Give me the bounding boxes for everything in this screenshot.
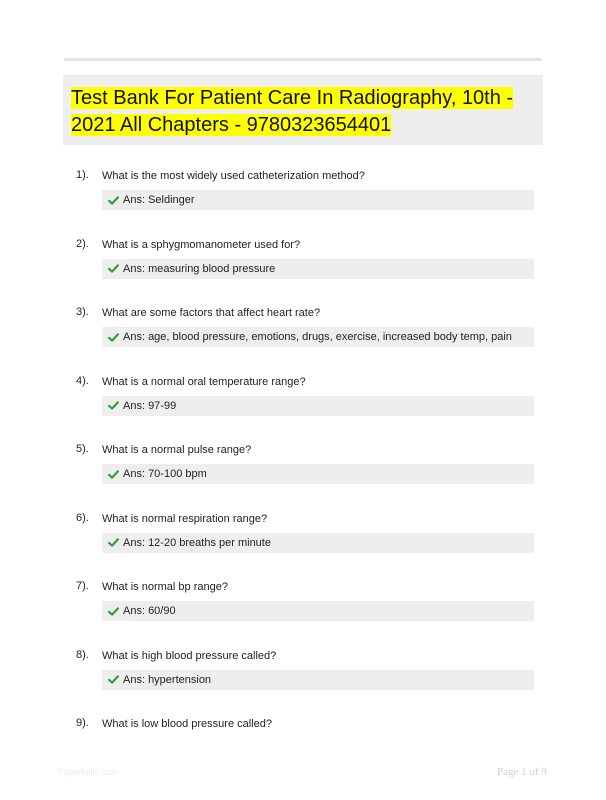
answer-text: Ans: age, blood pressure, emotions, drugs, exercise, increased body temp, pain bbox=[123, 331, 512, 343]
answer-text: Ans: hypertension bbox=[123, 673, 212, 686]
answer-box bbox=[102, 464, 534, 484]
question-number: 3). bbox=[76, 306, 89, 318]
check-icon bbox=[108, 674, 119, 685]
question-text: What is normal respiration range? bbox=[102, 512, 268, 525]
question-item bbox=[0, 168, 606, 236]
answer-box bbox=[102, 601, 534, 621]
question-number: 8). bbox=[76, 648, 89, 661]
question-number: 5). bbox=[76, 443, 89, 455]
check-icon bbox=[108, 537, 119, 548]
check-icon bbox=[108, 195, 119, 206]
check-icon bbox=[108, 400, 119, 411]
question-number: 4). bbox=[76, 374, 89, 387]
check-icon bbox=[108, 332, 119, 343]
answer-box bbox=[102, 259, 534, 279]
question-text: What is normal bp range? bbox=[102, 581, 228, 593]
answer-box bbox=[102, 670, 534, 690]
answer-text: Ans: measuring blood pressure bbox=[123, 262, 276, 275]
question-item bbox=[0, 374, 606, 442]
question-number: 6). bbox=[76, 511, 89, 524]
question-text: What is a normal oral temperature range? bbox=[102, 375, 306, 388]
question-number: 7). bbox=[76, 580, 89, 592]
check-icon bbox=[108, 606, 119, 617]
answer-text: Ans: Seldinger bbox=[123, 194, 195, 206]
question-number: 9). bbox=[76, 717, 89, 729]
question-item bbox=[0, 442, 606, 510]
question-number: 2). bbox=[76, 237, 89, 250]
answer-box bbox=[102, 190, 534, 210]
question-item bbox=[0, 648, 606, 716]
question-text: What is the most widely used catheterization method? bbox=[102, 170, 365, 182]
answer-box bbox=[102, 533, 534, 553]
question-item bbox=[0, 237, 606, 305]
answer-text: Ans: 70-100 bpm bbox=[123, 468, 207, 480]
question-text: What is a normal pulse range? bbox=[102, 444, 252, 456]
question-number: 1). bbox=[76, 169, 89, 181]
check-icon bbox=[108, 263, 119, 274]
answer-text: Ans: 97-99 bbox=[123, 399, 177, 412]
page-indicator: Page 1 of 9 bbox=[497, 766, 547, 778]
question-text: What is a sphygmomanometer used for? bbox=[102, 238, 301, 251]
question-item bbox=[0, 305, 606, 373]
check-icon bbox=[108, 469, 119, 480]
question-text: What are some factors that affect heart rate? bbox=[102, 307, 321, 319]
answer-box bbox=[102, 396, 534, 416]
question-item bbox=[0, 511, 606, 579]
question-text: What is low blood pressure called? bbox=[102, 718, 272, 730]
question-text: What is high blood pressure called? bbox=[102, 649, 277, 662]
answer-text: Ans: 60/90 bbox=[123, 605, 176, 617]
answer-box bbox=[102, 327, 534, 347]
question-item bbox=[0, 579, 606, 647]
footer-watermark: Paperfollic.com bbox=[57, 767, 119, 777]
answer-text: Ans: 12-20 breaths per minute bbox=[123, 536, 271, 549]
document-title-text: Test Bank For Patient Care In Radiography, 10th - 2021 All Chapters - 9780323654401 bbox=[71, 87, 514, 136]
